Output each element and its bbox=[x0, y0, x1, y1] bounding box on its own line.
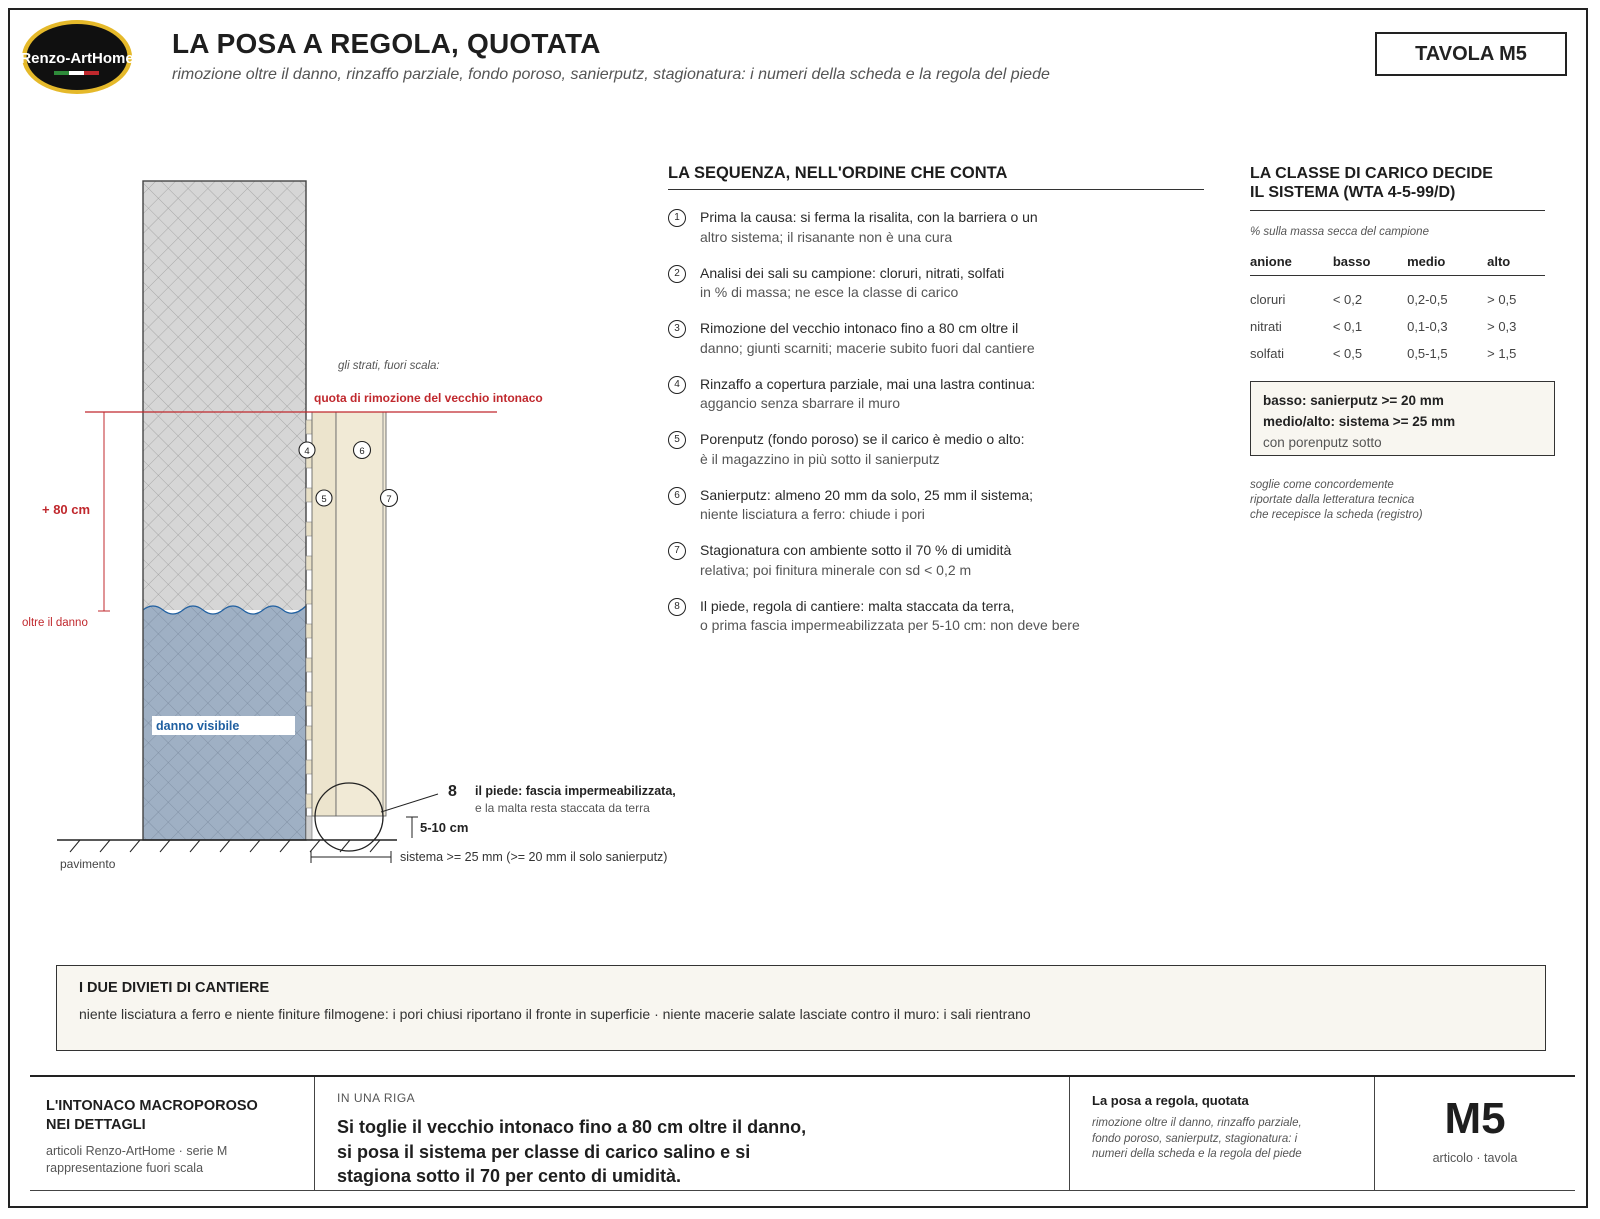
piede-label: il piede: fascia impermeabilizzata, bbox=[475, 784, 676, 798]
svg-text:5: 5 bbox=[321, 494, 327, 505]
step-item: 5 Porenputz (fondo poroso) se il carico è medio o alto: è il magazzino in più sotto il sanierputz bbox=[668, 430, 1204, 486]
svg-text:4: 4 bbox=[304, 446, 310, 457]
table-row: nitrati < 0,1 0,1-0,3 > 0,3 bbox=[1250, 319, 1517, 334]
step-number: 8 bbox=[668, 598, 686, 616]
porenputz-layer bbox=[312, 412, 336, 816]
classe-panel bbox=[1250, 164, 1545, 523]
title-block bbox=[30, 1075, 1575, 1191]
col-header: alto bbox=[1487, 250, 1545, 276]
riga-cell: IN UNA RIGA Si toglie il vecchio intonaco fino a 80 cm oltre il danno, si posa il sistema per classe di carico salino e si stagiona sotto il 70 per cento di umidità. bbox=[315, 1077, 1070, 1190]
col-header: medio bbox=[1407, 250, 1487, 276]
classe-note: % sulla massa secca del campione bbox=[1250, 226, 1429, 238]
step-number: 4 bbox=[668, 376, 686, 394]
table-row: solfati < 0,5 0,5-1,5 > 1,5 bbox=[1250, 346, 1517, 361]
pavimento-label: pavimento bbox=[60, 857, 116, 871]
salt-table bbox=[1250, 250, 1545, 367]
dim-510-label: 5-10 cm bbox=[420, 820, 469, 835]
step-number: 3 bbox=[668, 320, 686, 338]
sistema-dim-label: sistema >= 25 mm (>= 20 mm il solo sanierputz) bbox=[400, 850, 668, 864]
classe-title: LA CLASSE DI CARICO DECIDE IL SISTEMA (WTA 4-5-99/D) bbox=[1250, 164, 1545, 211]
step-item: 6 Sanierputz: almeno 20 mm da solo, 25 mm il sistema; niente lisciatura a ferro: chiude i pori bbox=[668, 486, 1204, 542]
code-cell: M5 articolo · tavola bbox=[1432, 1094, 1518, 1165]
marker-6 bbox=[354, 442, 371, 459]
divieti-panel bbox=[56, 965, 1546, 1051]
marker-4 bbox=[299, 442, 315, 458]
sequence-panel bbox=[668, 164, 1204, 652]
plus80-label: + 80 cm bbox=[42, 502, 91, 517]
divieti-title: I DUE DIVIETI DI CANTIERE bbox=[79, 980, 270, 996]
callout-8: 8 bbox=[448, 783, 457, 800]
marker-7 bbox=[381, 490, 398, 507]
step-item: 7 Stagionatura con ambiente sotto il 70 % di umidità relativa; poi finitura minerale con sd < 0,2 m bbox=[668, 541, 1204, 597]
wall-section-drawing bbox=[0, 0, 720, 900]
step-number: 7 bbox=[668, 542, 686, 560]
svg-text:6: 6 bbox=[359, 446, 365, 457]
step-item: 8 Il piede, regola di cantiere: malta staccata da terra, o prima fascia impermeabilizzata per 5-10 cm: non deve bere bbox=[668, 597, 1204, 653]
step-number: 1 bbox=[668, 209, 686, 227]
page-subtitle: rimozione oltre il danno, rinzaffo parziale, fondo poroso, sanierputz, stagionatura: i numeri della scheda e la regola del piede bbox=[172, 66, 1050, 83]
rinzaffo-dabs bbox=[306, 420, 312, 808]
oltre-danno-label: oltre il danno bbox=[22, 617, 88, 629]
sequence-steps bbox=[668, 208, 1204, 652]
piede-sub: e la malta resta staccata da terra bbox=[475, 801, 650, 815]
foot-strip bbox=[306, 816, 312, 840]
quota-label: quota di rimozione del vecchio intonaco bbox=[314, 391, 543, 405]
step-number: 5 bbox=[668, 431, 686, 449]
sequence-title: LA SEQUENZA, NELL'ORDINE CHE CONTA bbox=[668, 164, 1204, 190]
series-cell: L'INTONACO MACROPOROSO NEI DETTAGLI articoli Renzo-ArtHome · serie M rappresentazione fuori scala bbox=[30, 1077, 315, 1190]
step-item: 1 Prima la causa: si ferma la risalita, con la barriera o un altro sistema; il risanante non è una cura bbox=[668, 208, 1204, 264]
rule-box: basso: sanierputz >= 20 mm medio/alto: sistema >= 25 mm con porenputz sotto bbox=[1250, 381, 1555, 456]
strati-note: gli strati, fuori scala: bbox=[338, 360, 440, 372]
col-header: anione bbox=[1250, 250, 1333, 276]
col-header: basso bbox=[1333, 250, 1407, 276]
page-title: LA POSA A REGOLA, QUOTATA bbox=[172, 28, 601, 59]
marker-5 bbox=[316, 490, 332, 506]
step-item: 2 Analisi dei sali su campione: cloruri, nitrati, solfati in % di massa; ne esce la classe di carico bbox=[668, 264, 1204, 320]
danno-visibile-label: danno visibile bbox=[156, 719, 240, 733]
logo-text: Renzo-ArtHome bbox=[20, 50, 134, 67]
sanierputz-layer bbox=[336, 412, 386, 816]
step-number: 2 bbox=[668, 265, 686, 283]
soglie-note: soglie come concordemente riportate dalla letteratura tecnica che recepisce la scheda (registro) bbox=[1250, 479, 1423, 521]
step-item: 3 Rimozione del vecchio intonaco fino a 80 cm oltre il danno; giunti scarniti; macerie subito fuori dal cantiere bbox=[668, 319, 1204, 375]
divieti-text: niente lisciatura a ferro e niente finiture filmogene: i pori chiusi riportano il fronte in superficie · niente macerie salate lasciate contro il muro: i sali rientrano bbox=[79, 1006, 1031, 1022]
step-item: 4 Rinzaffo a copertura parziale, mai una lastra continua: aggancio senza sbarrare il muro bbox=[668, 375, 1204, 431]
table-row: cloruri < 0,2 0,2-0,5 > 0,5 bbox=[1250, 292, 1517, 307]
article-cell: La posa a regola, quotata rimozione oltre il danno, rinzaffo parziale, fondo poroso, sanierputz, stagionatura: i numeri della scheda e la regola del piede bbox=[1070, 1077, 1375, 1190]
step-number: 6 bbox=[668, 487, 686, 505]
tavola-badge: TAVOLA M5 bbox=[1375, 32, 1567, 76]
svg-text:7: 7 bbox=[386, 494, 392, 505]
